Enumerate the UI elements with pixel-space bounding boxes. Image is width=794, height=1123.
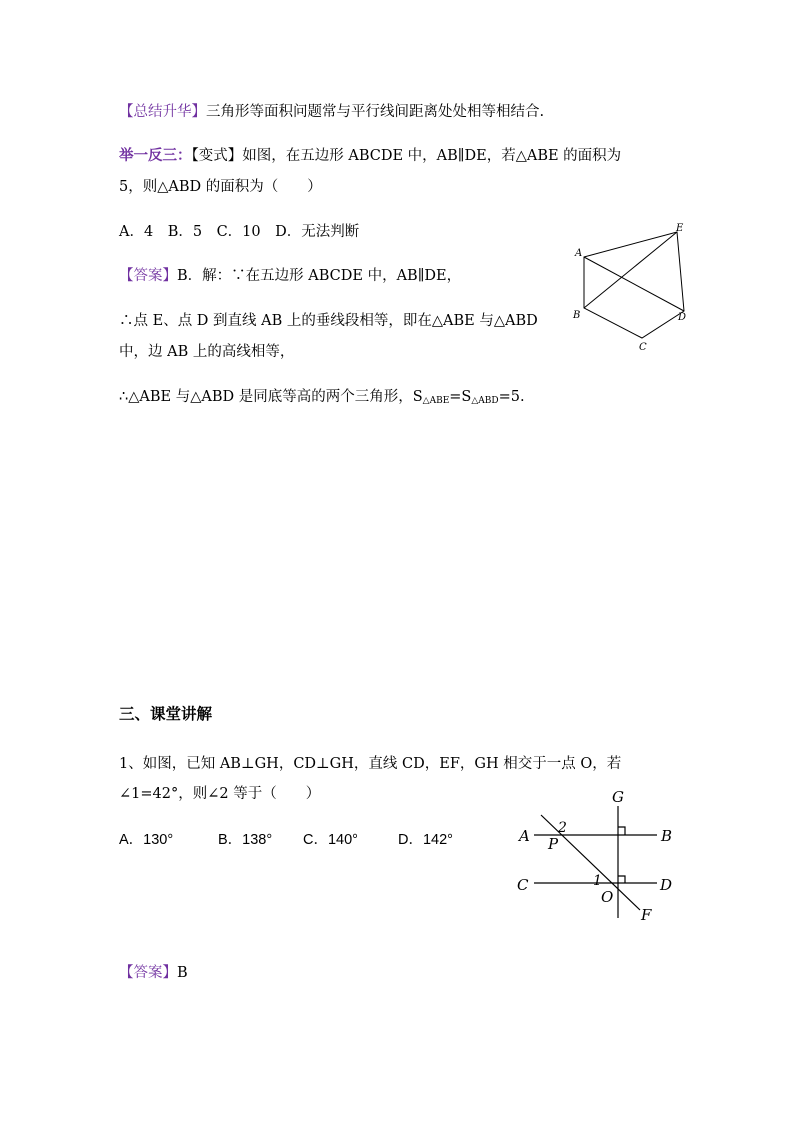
figure-label-1: 1	[593, 873, 602, 889]
summary-line	[119, 102, 544, 122]
variant-answer-line-1	[119, 266, 461, 286]
figure-label-d: D	[660, 876, 673, 894]
figure-label-f: F	[641, 906, 652, 924]
variant-options: A．4 B．5 C．10 D．无法判断	[119, 224, 360, 240]
question1-answer-tag: 【答案】	[119, 965, 177, 981]
question1-option-c: C．140°	[303, 832, 358, 848]
question1-line-1: 1、如图，已知 AB⊥GH，CD⊥GH，直线 CD，EF，GH 相交于一点 O，若	[119, 756, 622, 772]
question1-option-a: A．130°	[119, 832, 174, 848]
pentagon-figure	[570, 220, 700, 350]
summary-tag: 【总结升华】	[119, 104, 206, 120]
section-title: 三、课堂讲解	[119, 704, 213, 723]
variant-question: 如图，在五边形 ABCDE 中，AB∥DE，若△ABE 的面积为	[242, 148, 622, 164]
question1-option-d: D．142°	[398, 832, 453, 848]
variant-answer-tag: 【答案】	[119, 268, 177, 284]
variant-line-1	[119, 146, 621, 166]
variant-answer-line-3: 中，边 AB 上的高线相等，	[119, 344, 295, 360]
variant-answer-text-1: B．解：∵在五边形 ABCDE 中，AB∥DE，	[177, 268, 462, 284]
question1-option-b: B．138°	[218, 832, 273, 848]
question1-line-2: ∠1=42°，则∠2 等于（ ）	[119, 786, 321, 802]
variant-tag: 举一反三：	[119, 147, 192, 164]
perpendicular-lines-figure	[510, 785, 690, 925]
pentagon-label-b: B	[573, 310, 581, 321]
variant-label: 【变式】	[191, 148, 243, 164]
figure-label-a: A	[519, 827, 530, 845]
figure-label-g: G	[612, 788, 624, 806]
question1-answer	[119, 963, 188, 983]
pentagon-label-d: D	[678, 312, 687, 323]
summary-text: 三角形等面积问题常与平行线间距离处处相等相结合.	[206, 104, 545, 120]
variant-answer-line-4: ∴△ABE 与△ABD 是同底等高的两个三角形，$S_{\triangle ABE}=S_{\triangle ABD}=5$.	[119, 389, 525, 406]
variant-answer-line-2: ∴点 E、点 D 到直线 AB 上的垂线段相等，即在△ABE 与△ABD	[119, 313, 538, 329]
variant-line-2: 5，则△ABD 的面积为（ ）	[119, 179, 322, 195]
figure-label-c: C	[517, 876, 529, 894]
figure-label-2: 2	[558, 820, 567, 836]
figure-label-b: B	[661, 827, 673, 845]
figure-label-o: O	[601, 888, 614, 906]
figure-label-p: P	[548, 835, 559, 853]
question1-options	[119, 830, 453, 850]
pentagon-label-e: E	[676, 223, 684, 234]
pentagon-label-c: C	[639, 342, 647, 350]
question1-answer-value: B	[177, 965, 188, 981]
pentagon-label-a: A	[575, 248, 583, 259]
